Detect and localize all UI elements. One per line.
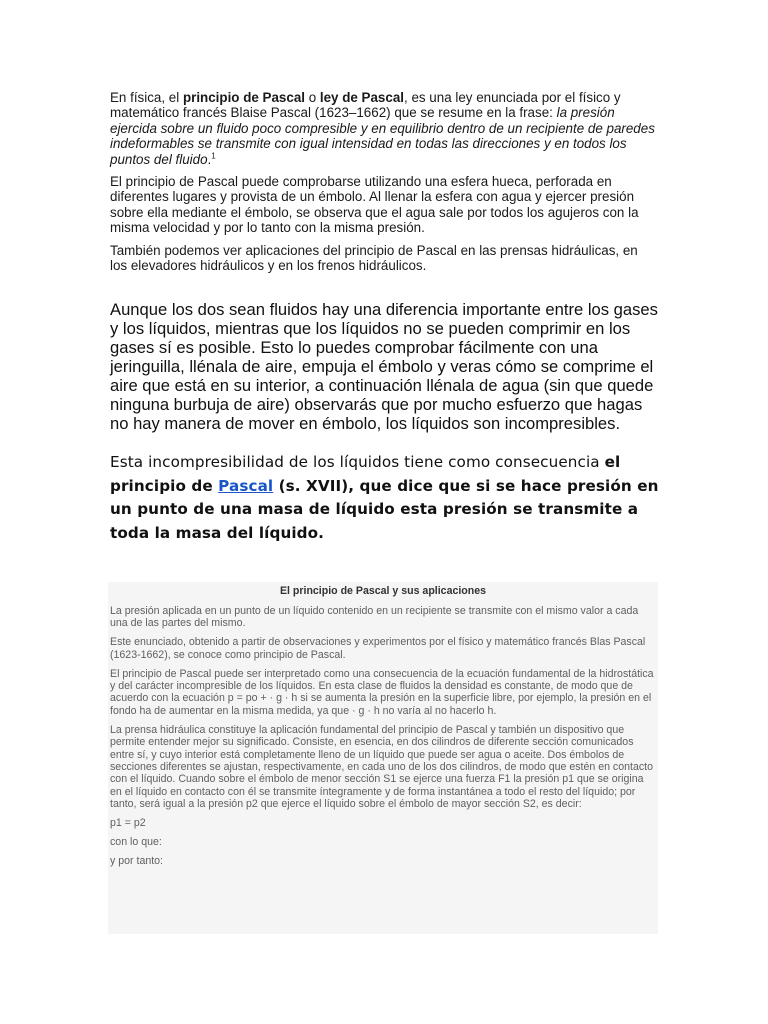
intro-bold-ley: ley de Pascal <box>319 90 404 105</box>
paragraph-fluidos: Aunque los dos sean fluidos hay una diferencia importante entre los gases y los líquidos, mientras que los líquidos no se pueden comprimir en los gases sí es posible. Esto lo puedes comprobar fácilmente con una jeringuilla, llénala de aire, empuja el émbolo y veras cómo se comprime el aire que está en su interior, a continuación llénala de agua (sin que quede ninguna burbuja de aire) observarás que por mucho esfuerzo que hagas no hay manera de mover en émbolo, los líquidos son incompresibles. <box>110 300 658 434</box>
intro-text-1: En física, el <box>110 90 183 105</box>
footnote-ref[interactable]: 1 <box>211 151 216 161</box>
pascal-link[interactable]: Pascal <box>218 476 274 495</box>
box-paragraph-3: El principio de Pascal puede ser interpretado como una consecuencia de la ecuación fundamental de la hidrostática y del carácter incompresible de los líquidos. En esta clase de fluidos la densidad es constante, de modo que de acuerdo con la ecuación p = po + · g · h si se aumenta la presión en la superficie libre, por ejemplo, la presión en el fondo ha de aumentar en la misma medida, ya que · g · h no varía al no hacerlo h. <box>110 667 654 717</box>
document-body <box>110 90 658 545</box>
paragraph-incompresibilidad <box>110 451 660 545</box>
box-paragraph-4: La prensa hidráulica constituye la aplicación fundamental del principio de Pascal y también un dispositivo que permite entender mejor su significado. Consiste, en esencia, en dos cilindros de diferente sección comunicados entre sí, y cuyo interior está completamente lleno de un líquido que puede ser agua o aceite. Dos émbolos de secciones diferentes se ajustan, respectivamente, en cada uno de los dos cilindros, de modo que estén en contacto con el líquido. Cuando sobre el émbolo de menor sección S1 se ejerce una fuerza F1 la presión p1 que se origina en el líquido en contacto con él se transmite íntegramente y de forma instantánea a todo el resto del líquido; por tanto, será igual a la presión p2 que ejerce el líquido sobre el émbolo de mayor sección S2, es decir: <box>110 723 653 811</box>
intro-text-4: . <box>207 151 212 167</box>
comic-text-1: Esta incompresibilidad de los líquidos tiene como consecuencia <box>110 453 605 472</box>
box-title: El principio de Pascal y sus aplicaciones <box>279 585 487 597</box>
paragraph-esfera: El principio de Pascal puede comprobarse utilizando una esfera hueca, perforada en diferentes lugares y provista de un émbolo. Al llenar la esfera con agua y ejercer presión sobre ella mediante el émbolo, se observa que el agua sale por todos los agujeros con la misma velocidad y por lo tanto con la misma presión. <box>110 174 639 236</box>
box-paragraph-2: Este enunciado, obtenido a partir de observaciones y experimentos por el físico y matemático francés Blas Pascal (1623-1662), se conoce como principio de Pascal. <box>110 636 646 661</box>
box-paragraph-7: y por tanto: <box>110 854 163 867</box>
comic-bold-1: el principio de <box>110 453 621 495</box>
paragraph-aplicaciones: También podemos ver aplicaciones del principio de Pascal en las prensas hidráulicas, en los elevadores hidráulicos y en los frenos hidráulicos. <box>110 242 638 274</box>
intro-bold-principio: principio de Pascal <box>182 90 305 105</box>
box-paragraph-1: La presión aplicada en un punto de un líquido contenido en un recipiente se transmite con el mismo valor a cada una de las partes del mismo. <box>110 605 639 630</box>
intro-text-2: o <box>304 90 320 105</box>
intro-paragraph <box>110 90 658 167</box>
box-equation: p1 = p2 <box>110 817 146 830</box>
comic-bold-2: (s. XVII), que dice que si se hace presión en un punto de una masa de líquido esta presión se transmite a toda la masa del líquido. <box>110 476 659 542</box>
box-paragraph-6: con lo que: <box>110 836 162 848</box>
intro-quote: la presión ejercida sobre un fluido poco compresible y en equilibrio dentro de un recipiente de paredes indeformables se transmite con igual intensidad en todas las direcciones y en todos los puntos del fluido <box>110 105 655 167</box>
intro-text-3: , es una ley enunciada por el físico y matemático francés Blaise Pascal (1623–1662) que se resume en la frase: <box>110 90 621 121</box>
aplicaciones-box <box>108 582 658 934</box>
